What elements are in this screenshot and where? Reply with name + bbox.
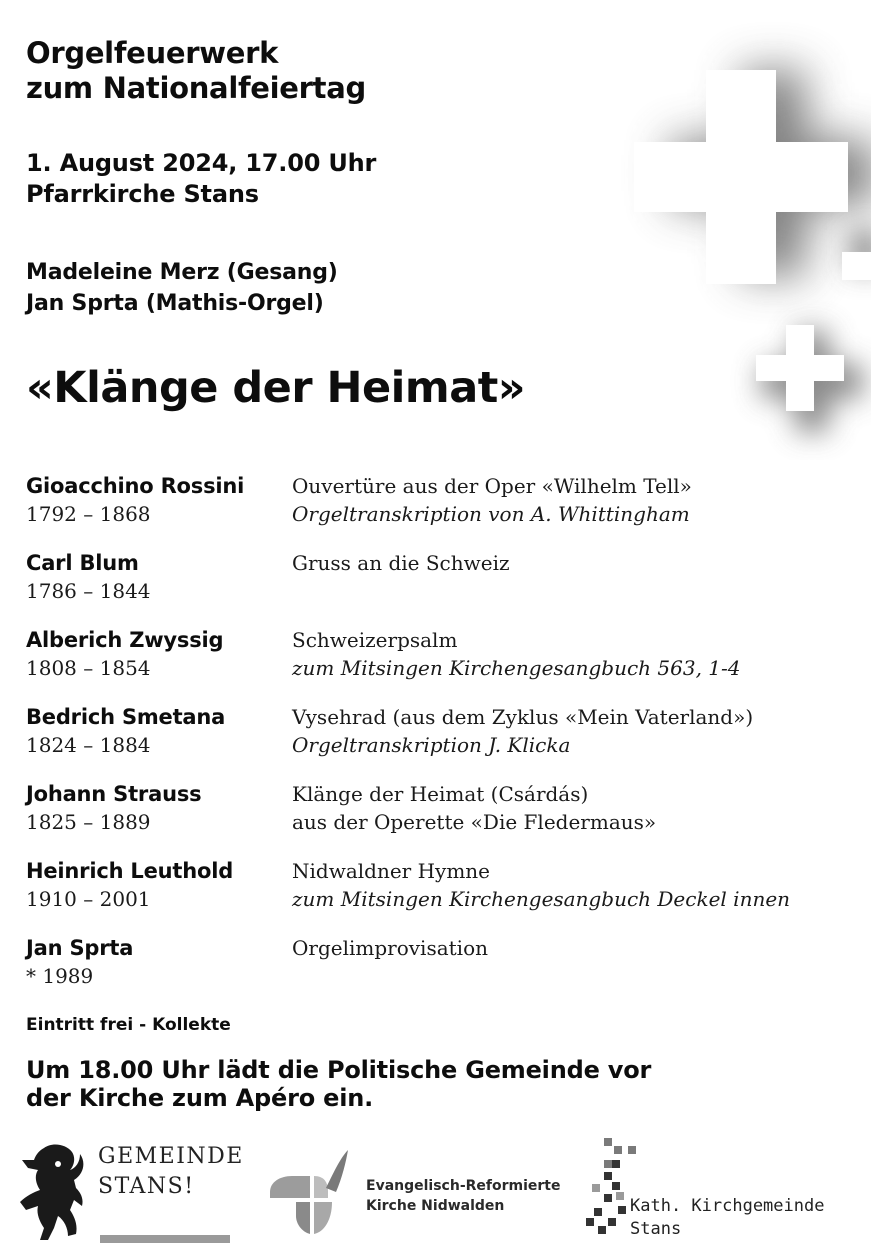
composer-name: Carl Blum xyxy=(26,551,139,575)
partial-cross-icon xyxy=(842,252,871,280)
work-title: Ouvertüre aus der Oper «Wilhelm Tell» xyxy=(292,474,692,498)
reformed-church-emblem-icon xyxy=(266,1148,356,1238)
work-title: Orgelimprovisation xyxy=(292,936,488,960)
composer-name: Heinrich Leuthold xyxy=(26,859,234,883)
program-item xyxy=(26,549,856,626)
work-title: Vysehrad (aus dem Zyklus «Mein Vaterland») xyxy=(292,705,754,729)
apero-line-2: der Kirche zum Apéro ein. xyxy=(26,1084,374,1112)
program-item xyxy=(26,472,856,549)
large-cross-icon xyxy=(634,70,848,284)
gemeinde-stans-logo xyxy=(14,1140,244,1245)
page-title xyxy=(26,36,366,106)
gemeinde-logo-line-1: GEMEINDE xyxy=(98,1144,244,1169)
work-note: aus der Operette «Die Fledermaus» xyxy=(292,810,657,834)
work-title: Schweizerpsalm xyxy=(292,628,458,652)
small-cross-icon xyxy=(756,325,844,411)
apero-line-1: Um 18.00 Uhr lädt die Politische Gemeinde vor xyxy=(26,1056,652,1084)
program-item xyxy=(26,857,856,934)
composer-name: Jan Sprta xyxy=(26,936,134,960)
performer-1: Madeleine Merz (Gesang) xyxy=(26,260,338,285)
program-item xyxy=(26,703,856,780)
concert-subtitle: «Klänge der Heimat» xyxy=(26,363,526,413)
work-title: Gruss an die Schweiz xyxy=(292,551,510,575)
apero-announcement xyxy=(26,1056,651,1112)
event-date-time: 1. August 2024, 17.00 Uhr xyxy=(26,149,377,177)
admission-info: Eintritt frei - Kollekte xyxy=(26,1015,231,1035)
work-note: zum Mitsingen Kirchengesangbuch Deckel innen xyxy=(292,887,791,911)
work-note: zum Mitsingen Kirchengesangbuch 563, 1-4 xyxy=(292,656,741,680)
evangelisch-reformierte-logo xyxy=(266,1148,566,1238)
title-line-1: Orgelfeuerwerk xyxy=(26,36,279,70)
work-title: Klänge der Heimat (Csárdás) xyxy=(292,782,589,806)
composer-name: Alberich Zwyssig xyxy=(26,628,224,652)
composer-years: * 1989 xyxy=(26,964,94,988)
work-title: Nidwaldner Hymne xyxy=(292,859,490,883)
ibex-icon xyxy=(14,1140,94,1245)
gemeinde-logo-bar xyxy=(100,1235,230,1243)
performers xyxy=(26,257,338,319)
program-item xyxy=(26,934,856,1011)
event-venue: Pfarrkirche Stans xyxy=(26,180,259,208)
composer-years: 1910 – 2001 xyxy=(26,887,151,911)
work-note: Orgeltranskription J. Klicka xyxy=(292,733,571,757)
program-list xyxy=(26,472,856,1011)
composer-years: 1786 – 1844 xyxy=(26,579,151,603)
composer-years: 1824 – 1884 xyxy=(26,733,151,757)
evang-logo-line-2: Kirche Nidwalden xyxy=(366,1198,505,1214)
performer-2: Jan Sprta (Mathis-Orgel) xyxy=(26,291,324,316)
kath-logo-line-2: Stans xyxy=(630,1219,682,1239)
composer-years: 1825 – 1889 xyxy=(26,810,151,834)
composer-years: 1792 – 1868 xyxy=(26,502,151,526)
composer-name: Bedrich Smetana xyxy=(26,705,226,729)
program-item xyxy=(26,780,856,857)
title-line-2: zum Nationalfeiertag xyxy=(26,71,366,105)
gemeinde-logo-line-2: STANS! xyxy=(98,1174,195,1199)
event-info xyxy=(26,148,376,210)
work-note: Orgeltranskription von A. Whittingham xyxy=(292,502,690,526)
composer-years: 1808 – 1854 xyxy=(26,656,151,680)
composer-name: Johann Strauss xyxy=(26,782,202,806)
composer-name: Gioacchino Rossini xyxy=(26,474,245,498)
kath-logo-line-1: Kath. Kirchgemeinde xyxy=(630,1196,825,1216)
kath-kirchgemeinde-logo xyxy=(584,1136,859,1246)
evang-logo-line-1: Evangelisch-Reformierte xyxy=(366,1178,561,1194)
program-item xyxy=(26,626,856,703)
